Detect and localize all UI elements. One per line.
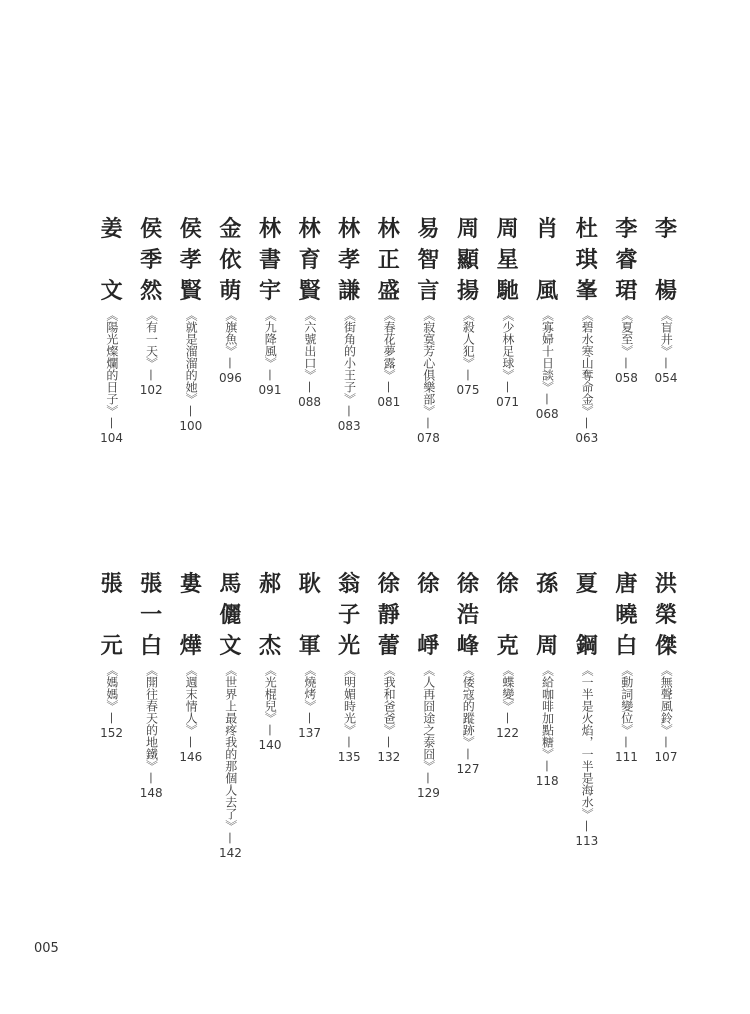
director-name: 馬 儷 文 xyxy=(219,571,242,659)
toc-entry[interactable] xyxy=(375,214,403,409)
toc-entry[interactable] xyxy=(533,569,561,788)
toc-entry[interactable] xyxy=(137,569,165,800)
toc-entry[interactable] xyxy=(256,214,284,397)
director-name: 金 依 萌 xyxy=(219,216,242,304)
toc-entry[interactable] xyxy=(296,214,324,409)
director-name: 徐 靜 蕾 xyxy=(377,571,400,659)
film-title: 《少林足球》— xyxy=(500,309,515,393)
director-name: 翁 子 光 xyxy=(338,571,361,659)
page-number: 005 xyxy=(34,941,59,956)
toc-entry[interactable] xyxy=(335,569,363,764)
page-ref: 129 xyxy=(416,786,440,800)
director-name: 孫 周 xyxy=(536,571,559,659)
director-name: 唐 曉 白 xyxy=(615,571,638,659)
film-title: 《給咖啡加點糖》— xyxy=(540,664,555,772)
page-ref: 058 xyxy=(614,371,638,385)
director-name: 林 正 盛 xyxy=(377,216,400,304)
toc-entry[interactable] xyxy=(652,569,680,764)
director-name: 夏 鋼 xyxy=(575,571,598,659)
page-ref: 148 xyxy=(139,786,163,800)
page-ref: 127 xyxy=(456,762,480,776)
director-name: 郝 杰 xyxy=(258,571,281,659)
film-title: 《就是溜溜的她》— xyxy=(184,309,199,417)
film-title: 《夏至》— xyxy=(619,309,634,369)
film-title: 《媽媽》— xyxy=(104,664,119,724)
page-ref: 111 xyxy=(614,750,638,764)
film-title: 《旗魚》— xyxy=(223,309,238,369)
director-name: 林 育 賢 xyxy=(298,216,321,304)
director-name: 肖 風 xyxy=(536,216,559,304)
page-ref: 102 xyxy=(139,383,163,397)
toc-entry[interactable] xyxy=(256,569,284,752)
page-ref: 088 xyxy=(298,395,322,409)
page-ref: 081 xyxy=(377,395,401,409)
film-title: 《寡婦十日談》— xyxy=(540,309,555,405)
page-ref: 132 xyxy=(377,750,401,764)
director-name: 徐 崢 xyxy=(417,571,440,659)
film-title: 《春花夢露》— xyxy=(382,309,397,393)
page-ref: 063 xyxy=(575,431,599,445)
page-ref: 078 xyxy=(416,431,440,445)
toc-entry[interactable] xyxy=(454,569,482,776)
toc-entry[interactable] xyxy=(652,214,680,385)
director-name: 林 書 宇 xyxy=(258,216,281,304)
film-title: 《有一天》— xyxy=(144,309,159,381)
film-title: 《碧水寒山奪命金》— xyxy=(580,309,595,429)
film-title: 《明媚時光》— xyxy=(342,664,357,748)
director-name: 徐 浩 峰 xyxy=(456,571,479,659)
page-ref: 146 xyxy=(179,750,203,764)
page-ref: 083 xyxy=(337,419,361,433)
director-name: 林 孝 謙 xyxy=(338,216,361,304)
director-name: 李 楊 xyxy=(654,216,677,304)
page-ref: 096 xyxy=(218,371,242,385)
director-name: 徐 克 xyxy=(496,571,519,659)
toc-entry[interactable] xyxy=(296,569,324,740)
page-ref: 100 xyxy=(179,419,203,433)
film-title: 《陽光燦爛的日子》— xyxy=(104,309,119,429)
director-name: 張 一 白 xyxy=(140,571,163,659)
film-title: 《光棍兒》— xyxy=(263,664,278,736)
film-title: 《盲井》— xyxy=(659,309,674,369)
toc-entry[interactable] xyxy=(375,569,403,764)
director-name: 周 星 馳 xyxy=(496,216,519,304)
director-name: 李 睿 珺 xyxy=(615,216,638,304)
toc-entry[interactable] xyxy=(98,569,126,740)
director-name: 周 顯 揚 xyxy=(456,216,479,304)
toc-entry[interactable] xyxy=(454,214,482,397)
director-name: 易 智 言 xyxy=(417,216,440,304)
film-title: 《六號出口》— xyxy=(302,309,317,393)
toc-entry[interactable] xyxy=(612,569,640,764)
film-title: 《九降風》— xyxy=(263,309,278,381)
toc-entry[interactable] xyxy=(573,214,601,445)
page-ref: 071 xyxy=(496,395,520,409)
director-name: 姜 文 xyxy=(100,216,123,304)
page-ref: 068 xyxy=(535,407,559,421)
toc-entry[interactable] xyxy=(533,214,561,421)
toc-entry[interactable] xyxy=(177,214,205,433)
page-ref: 091 xyxy=(258,383,282,397)
toc-entry[interactable] xyxy=(573,569,601,848)
page-ref: 118 xyxy=(535,774,559,788)
toc-entry[interactable] xyxy=(494,569,522,740)
toc-entry[interactable] xyxy=(177,569,205,764)
page-ref: 113 xyxy=(575,834,599,848)
toc-entry[interactable] xyxy=(494,214,522,409)
film-title: 《無聲風鈴》— xyxy=(659,664,674,748)
film-title: 《人再囧途之泰囧》— xyxy=(421,664,436,784)
toc-entry[interactable] xyxy=(335,214,363,433)
director-name: 婁 燁 xyxy=(179,571,202,659)
director-name: 侯 季 然 xyxy=(140,216,163,304)
page-ref: 107 xyxy=(654,750,678,764)
film-title: 《街角的小王子》— xyxy=(342,309,357,417)
toc-entry[interactable] xyxy=(612,214,640,385)
page-ref: 152 xyxy=(100,726,124,740)
director-name: 洪 榮 傑 xyxy=(654,571,677,659)
film-title: 《動詞變位》— xyxy=(619,664,634,748)
page-ref: 140 xyxy=(258,738,282,752)
film-title: 《我和爸爸》— xyxy=(382,664,397,748)
film-title: 《燒烤》— xyxy=(302,664,317,724)
page-ref: 135 xyxy=(337,750,361,764)
film-title: 《寂寞芳心俱樂部》— xyxy=(421,309,436,429)
toc-entry[interactable] xyxy=(216,569,244,860)
director-name: 耿 軍 xyxy=(298,571,321,659)
film-title: 《倭寇的蹤跡》— xyxy=(461,664,476,760)
page-ref: 142 xyxy=(218,846,242,860)
toc-entry[interactable] xyxy=(98,214,126,445)
toc-entry[interactable] xyxy=(137,214,165,397)
director-name: 張 元 xyxy=(100,571,123,659)
toc-entry[interactable] xyxy=(216,214,244,385)
page-ref: 054 xyxy=(654,371,678,385)
toc-entry[interactable] xyxy=(414,214,442,445)
director-name: 杜 琪 峯 xyxy=(575,216,598,304)
film-title: 《蝶變》— xyxy=(500,664,515,724)
page-ref: 122 xyxy=(496,726,520,740)
page-ref: 104 xyxy=(100,431,124,445)
film-title: 《殺人犯》— xyxy=(461,309,476,381)
page-ref: 137 xyxy=(298,726,322,740)
film-title: 《週末情人》— xyxy=(184,664,199,748)
toc-entry[interactable] xyxy=(414,569,442,800)
page-ref: 075 xyxy=(456,383,480,397)
film-title: 《世界上最疼我的那個人去了》— xyxy=(223,664,238,844)
director-name: 侯 孝 賢 xyxy=(179,216,202,304)
film-title: 《一半是火焰，一半是海水》— xyxy=(580,664,595,832)
film-title: 《開往春天的地鐵》— xyxy=(144,664,159,784)
